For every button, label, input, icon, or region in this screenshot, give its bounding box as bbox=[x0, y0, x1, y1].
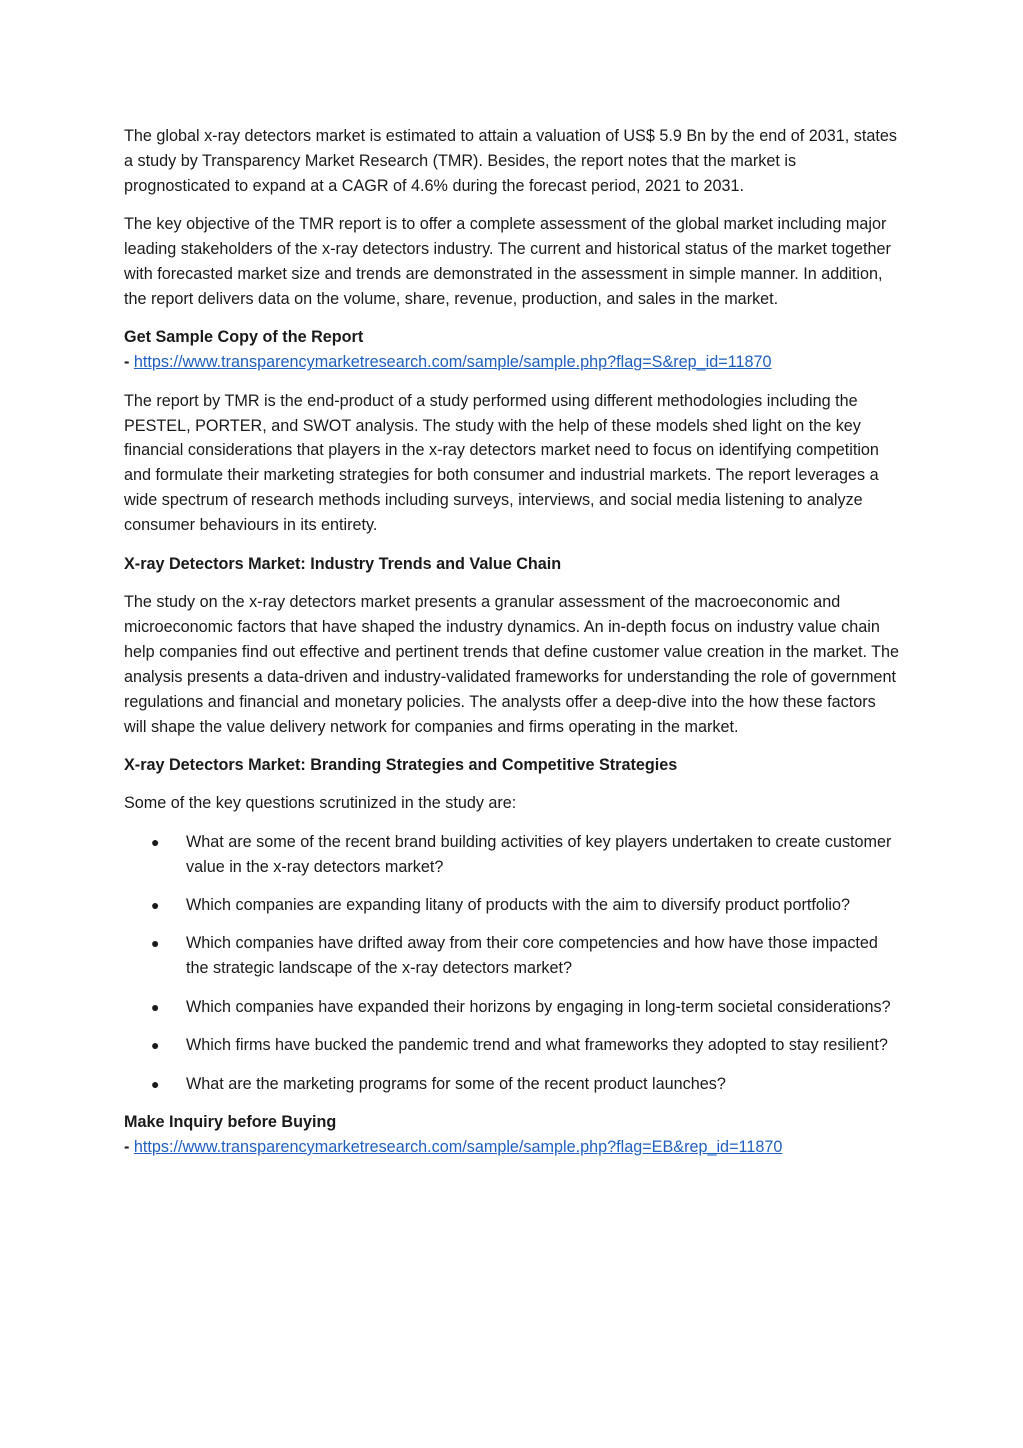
list-item-text: What are some of the recent brand building activities of key players undertaken to create customer value in the x-ray detectors market? bbox=[186, 832, 892, 876]
list-item bbox=[124, 1072, 900, 1097]
list-item bbox=[124, 995, 900, 1020]
list-item-text: Which firms have bucked the pandemic trend and what frameworks they adopted to stay resilient? bbox=[186, 1036, 888, 1055]
list-item-text: What are the marketing programs for some of the recent product launches? bbox=[186, 1074, 726, 1093]
sample-report-link[interactable]: https://www.transparencymarketresearch.com/sample/sample.php?flag=S&rep_id=11870 bbox=[133, 353, 772, 372]
bullet-icon: ● bbox=[151, 1037, 160, 1054]
list-item bbox=[124, 1033, 900, 1058]
inquiry-heading: Make Inquiry before Buying bbox=[124, 1113, 337, 1131]
list-item bbox=[124, 830, 900, 880]
objective-paragraph: The key objective of the TMR report is to offer a complete assessment of the global market including major leading stakeholders of the x-ray detectors industry. The current and historical status of the market together with forecasted market size and trends are demonstrated in the assessment in simple manner. In addition, the report delivers data on the volume, share, revenue, production, and sales in the market. bbox=[124, 215, 891, 308]
bullet-icon: ● bbox=[151, 897, 160, 914]
methodology-paragraph: The report by TMR is the end-product of a study performed using different methodologies including the PESTEL, PORTER, and SWOT analysis. The study with the help of these models shed light on the key financial considerations that players in the x-ray detectors market need to focus on identifying competition and formulate their marketing strategies for both consumer and industrial markets. The report leverages a wide spectrum of research methods including surveys, interviews, and social media listening to analyze consumer behaviours in its entirety. bbox=[124, 391, 879, 535]
document-body bbox=[124, 124, 900, 1173]
sample-link-line bbox=[124, 350, 900, 375]
questions-intro: Some of the key questions scrutinized in the study are: bbox=[124, 794, 517, 813]
list-item-text: Which companies have expanded their horizons by engaging in long-term societal considerations? bbox=[186, 997, 891, 1016]
sample-dash: - bbox=[124, 353, 130, 372]
list-item-text: Which companies are expanding litany of products with the aim to diversify product portfolio? bbox=[186, 896, 851, 915]
inquiry-link[interactable]: https://www.transparencymarketresearch.com/sample/sample.php?flag=EB&rep_id=11870 bbox=[133, 1137, 783, 1156]
bullet-icon: ● bbox=[151, 998, 160, 1015]
inquiry-dash: - bbox=[124, 1137, 130, 1156]
bullet-icon: ● bbox=[151, 833, 160, 850]
intro-paragraph: The global x-ray detectors market is estimated to attain a valuation of US$ 5.9 Bn by the end of 2031, states a study by Transparency Market Research (TMR). Besides, the report notes that the market is prognosticated to expand at a CAGR of 4.6% during the forecast period, 2021 to 2031. bbox=[124, 127, 897, 195]
bullet-icon: ● bbox=[151, 1075, 160, 1092]
trends-heading: X-ray Detectors Market: Industry Trends and Value Chain bbox=[124, 554, 562, 573]
bullet-icon: ● bbox=[151, 935, 160, 952]
list-item bbox=[124, 893, 900, 918]
list-item bbox=[124, 931, 900, 981]
value-chain-paragraph: The study on the x-ray detectors market presents a granular assessment of the macroeconomic and microeconomic factors that have shaped the industry dynamics. An in-depth focus on industry value chain help companies find out effective and pertinent trends that define customer value creation in the market. The analysis presents a data-driven and industry-validated frameworks for understanding the role of government regulations and financial and monetary policies. The analysts offer a deep-dive into the how these factors will shape the value delivery network for companies and firms operating in the market. bbox=[124, 593, 900, 736]
inquiry-link-line bbox=[124, 1135, 900, 1160]
questions-list bbox=[124, 830, 900, 1097]
sample-heading: Get Sample Copy of the Report bbox=[124, 328, 364, 347]
list-item-text: Which companies have drifted away from their core competencies and how have those impacted the strategic landscape of the x-ray detectors market? bbox=[186, 934, 878, 978]
branding-heading: X-ray Detectors Market: Branding Strategies and Competitive Strategies bbox=[124, 755, 678, 774]
